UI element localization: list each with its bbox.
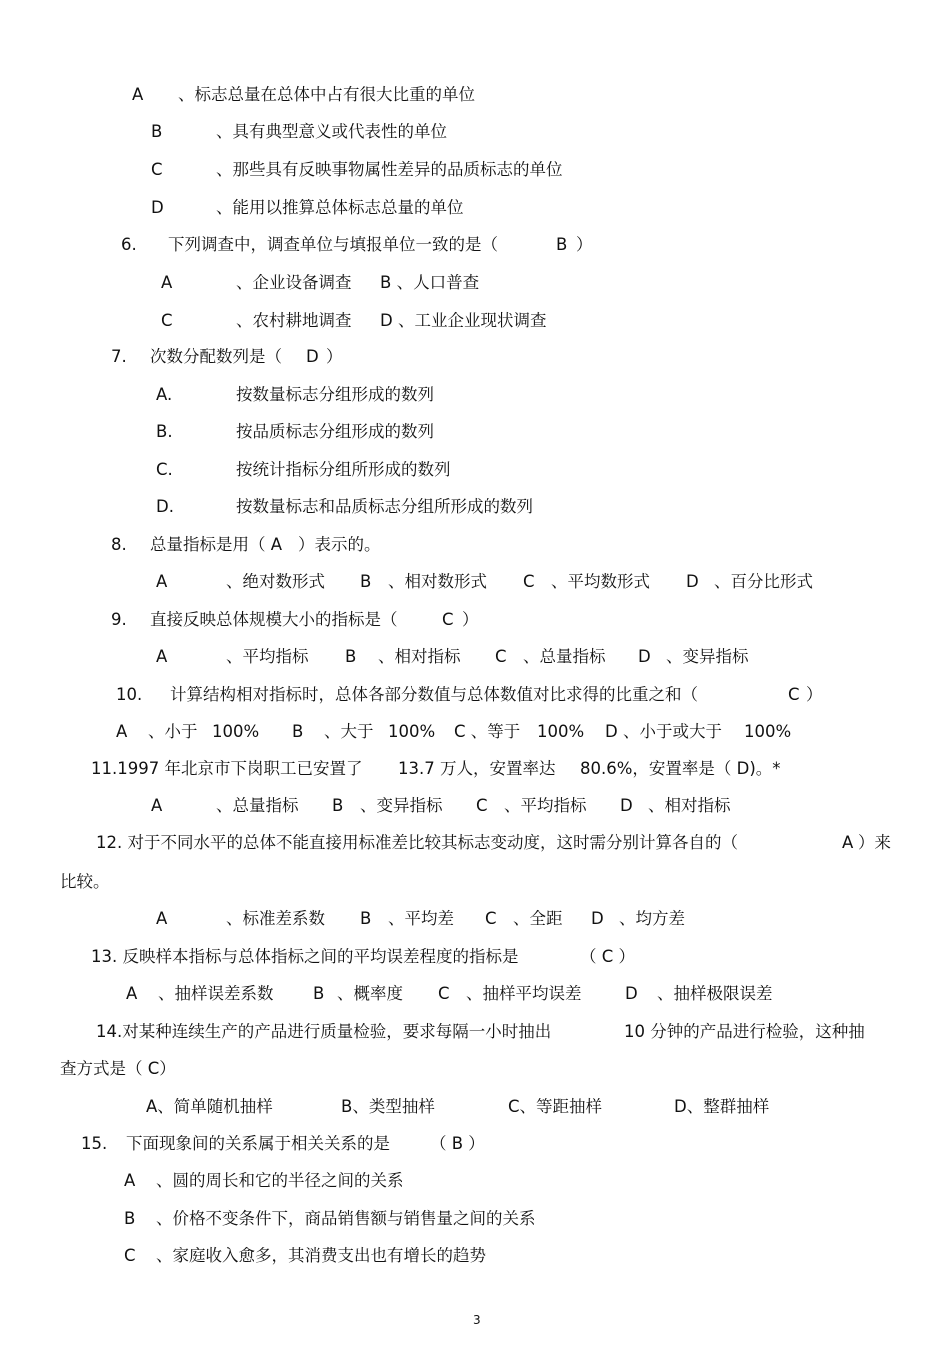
question-text: 80.6%，安置率是（ D)。* — [580, 759, 781, 778]
question-text: 查方式是（ C） — [60, 1059, 176, 1078]
answer: C — [442, 610, 454, 629]
option-value: 100% — [212, 722, 260, 741]
question-text: 12. 对于不同水平的总体不能直接用标准差比较其标志变动度，这时需分别计算各自的（ — [96, 833, 738, 852]
option-letter: B — [313, 984, 325, 1003]
option-letter: C — [495, 647, 507, 666]
answer: （ B ） — [430, 1134, 485, 1153]
question-text: 10 分钟的产品进行检验，这种抽 — [624, 1022, 865, 1041]
option-letter: A — [161, 273, 173, 292]
option-text: 、全距 — [513, 909, 563, 928]
option-text: 、那些具有反映事物属性差异的品质标志的单位 — [216, 160, 563, 179]
option-letter: C. — [156, 460, 173, 479]
option-letter: B — [345, 647, 357, 666]
option-letter: B — [292, 722, 304, 741]
option-letter: A — [156, 647, 168, 666]
option-text: D 、工业企业现状调查 — [380, 311, 547, 330]
option-letter: D — [686, 572, 699, 591]
option-letter: A — [116, 722, 128, 741]
option-text: 、平均数形式 — [551, 572, 650, 591]
option-text: 、平均指标 — [504, 796, 587, 815]
option-letter: C — [523, 572, 535, 591]
option-text: 、抽样极限误差 — [657, 984, 773, 1003]
option-letter: C — [151, 160, 163, 179]
option-text: 、抽样误差系数 — [158, 984, 274, 1003]
question-number: 7. — [111, 347, 127, 366]
option-text: 、能用以推算总体标志总量的单位 — [216, 198, 464, 217]
option-letter: A — [132, 85, 144, 104]
option-text: 按数量标志分组形成的数列 — [236, 385, 434, 404]
option-text: 、总量指标 — [216, 796, 299, 815]
answer: B — [556, 235, 568, 254]
option-letter: B — [360, 909, 372, 928]
option-text: 、总量指标 — [523, 647, 606, 666]
question-number: 15. — [81, 1134, 108, 1153]
question-text: 次数分配数列是（ — [150, 347, 282, 366]
option-letter: D — [151, 198, 164, 217]
answer: A — [842, 833, 854, 852]
question-text: ） — [806, 685, 823, 704]
option-letter: A — [126, 984, 138, 1003]
question-text: 下列调查中，调查单位与填报单位一致的是（ — [168, 235, 498, 254]
page-number: 3 — [473, 1313, 481, 1327]
option-text: 、平均差 — [388, 909, 454, 928]
option-text: 、相对指标 — [378, 647, 461, 666]
option-text: B、类型抽样 — [341, 1097, 435, 1116]
option-text: 、相对指标 — [648, 796, 731, 815]
question-text: 比较。 — [60, 872, 110, 891]
answer: D — [306, 347, 319, 366]
option-text: D 、小于或大于 — [605, 722, 722, 741]
option-letter: C — [476, 796, 488, 815]
option-letter: C — [161, 311, 173, 330]
question-text: 13. 反映样本指标与总体指标之间的平均误差程度的指标是 — [91, 947, 519, 966]
option-letter: D — [638, 647, 651, 666]
question-text: ） — [576, 235, 593, 254]
option-text: 、企业设备调查 — [236, 273, 352, 292]
option-letter: A — [124, 1171, 136, 1190]
option-text: 、农村耕地调查 — [236, 311, 352, 330]
option-letter: A — [156, 572, 168, 591]
option-text: 、平均指标 — [226, 647, 309, 666]
option-text: 、标准差系数 — [226, 909, 325, 928]
option-letter: D — [625, 984, 638, 1003]
option-text: 、大于 — [324, 722, 374, 741]
option-text: 按品质标志分组形成的数列 — [236, 422, 434, 441]
option-letter: D. — [156, 497, 174, 516]
question-number: 6. — [121, 235, 137, 254]
question-text: 14.对某种连续生产的产品进行质量检验，要求每隔一小时抽出 — [96, 1022, 552, 1041]
option-text: D、整群抽样 — [674, 1097, 770, 1116]
option-letter: C — [485, 909, 497, 928]
question-text: 13.7 万人，安置率达 — [398, 759, 556, 778]
option-value: 100% — [537, 722, 585, 741]
question-text: 下面现象间的关系属于相关关系的是 — [126, 1134, 390, 1153]
option-text: 、具有典型意义或代表性的单位 — [216, 122, 447, 141]
option-text: 按数量标志和品质标志分组所形成的数列 — [236, 497, 533, 516]
option-letter: C — [438, 984, 450, 1003]
question-number: 10. — [116, 685, 143, 704]
option-value: 100% — [744, 722, 792, 741]
option-text: 、圆的周长和它的半径之间的关系 — [156, 1171, 404, 1190]
option-text: B 、人口普查 — [380, 273, 480, 292]
option-text: 、家庭收入愈多，其消费支出也有增长的趋势 — [156, 1246, 486, 1265]
option-letter: D — [620, 796, 633, 815]
question-text: 总量指标是用（ A — [150, 535, 283, 554]
option-text: C 、等于 — [454, 722, 521, 741]
option-text: 、变异指标 — [666, 647, 749, 666]
question-text: 11.1997 年北京市下岗职工已安置了 — [91, 759, 363, 778]
question-text: ）表示的。 — [298, 535, 381, 554]
question-text: ） — [462, 610, 479, 629]
option-letter: A. — [156, 385, 173, 404]
question-text: 直接反映总体规模大小的指标是（ — [150, 610, 398, 629]
answer: C — [788, 685, 800, 704]
question-number: 9. — [111, 610, 127, 629]
option-letter: A — [156, 909, 168, 928]
option-text: 按统计指标分组所形成的数列 — [236, 460, 451, 479]
option-letter: C — [124, 1246, 136, 1265]
option-letter: A — [151, 796, 163, 815]
option-letter: B — [124, 1209, 136, 1228]
option-text: 、抽样平均误差 — [466, 984, 582, 1003]
option-text: 、均方差 — [619, 909, 685, 928]
option-value: 100% — [388, 722, 436, 741]
option-letter: B — [332, 796, 344, 815]
option-text: 、小于 — [148, 722, 198, 741]
option-text: 、变异指标 — [360, 796, 443, 815]
option-text: 、标志总量在总体中占有很大比重的单位 — [178, 85, 475, 104]
question-text: ）来 — [858, 833, 891, 852]
answer: （ C ） — [580, 947, 636, 966]
question-number: 8. — [111, 535, 127, 554]
option-text: 、相对数形式 — [388, 572, 487, 591]
question-text: 计算结构相对指标时，总体各部分数值与总体数值对比求得的比重之和（ — [170, 685, 698, 704]
question-text: ） — [326, 347, 343, 366]
option-letter: B. — [156, 422, 173, 441]
option-letter: B — [151, 122, 163, 141]
option-text: 、百分比形式 — [714, 572, 813, 591]
option-text: C、等距抽样 — [508, 1097, 603, 1116]
option-letter: D — [591, 909, 604, 928]
option-text: 、概率度 — [337, 984, 403, 1003]
option-text: A、简单随机抽样 — [146, 1097, 273, 1116]
option-text: 、绝对数形式 — [226, 572, 325, 591]
option-letter: B — [360, 572, 372, 591]
option-text: 、价格不变条件下，商品销售额与销售量之间的关系 — [156, 1209, 536, 1228]
